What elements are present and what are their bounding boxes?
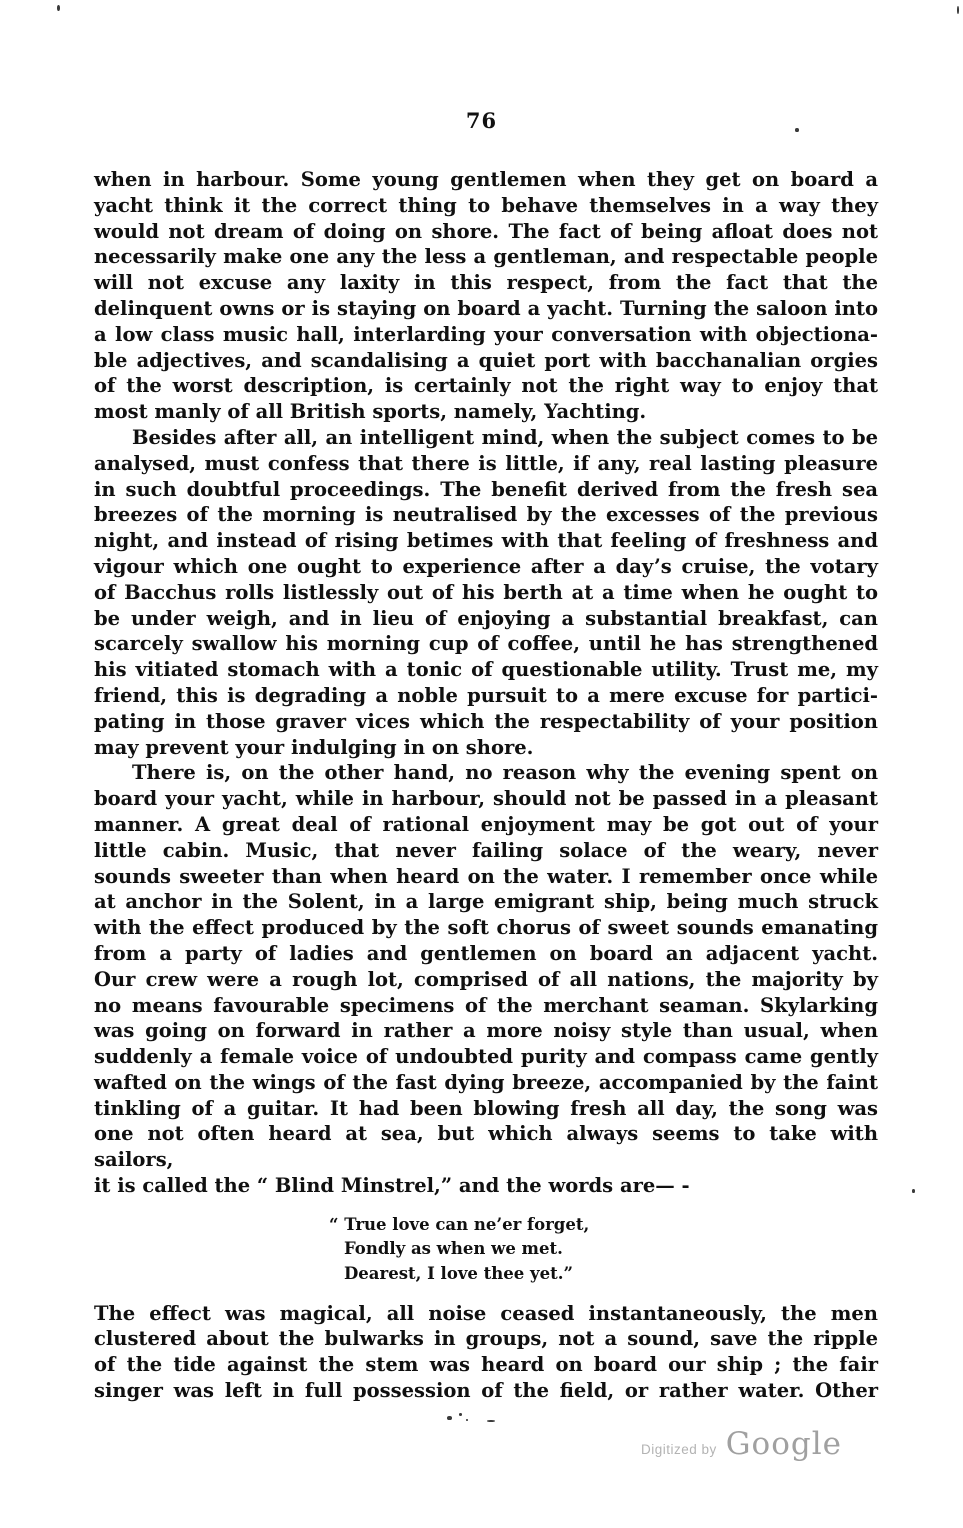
- text-line: vigour which one ought to experience after a day’s cruise, the votary: [94, 554, 878, 578]
- text-line: clustered about the bulwarks in groups, not a sound, save the ripple: [94, 1327, 878, 1351]
- text-line: when in harbour. Some young gentlemen when they get on board a: [94, 168, 878, 191]
- text-line: tinkling of a guitar. It had been blowing fresh all day, the song was: [94, 1096, 878, 1120]
- text-line: his vitiated stomach with a tonic of questionable utility. Trust me, my: [94, 658, 878, 682]
- text-line: “ True love can ne’er forget,: [329, 1214, 590, 1234]
- text-line: night, and instead of rising betimes with that feeling of freshness and: [94, 529, 878, 553]
- text-line: manner. A great deal of rational enjoyment may be got out of your: [94, 812, 878, 836]
- text-line: wafted on the wings of the fast dying breeze, accompanied by the faint: [94, 1070, 878, 1094]
- text-line: necessarily make one any the less a gentleman, and respectable people: [94, 245, 878, 269]
- text-line: at anchor in the Solent, in a large emigrant ship, being much struck: [94, 890, 878, 914]
- text-line: in such doubtful proceedings. The benefit derived from the fresh sea: [94, 477, 878, 501]
- text-line: friend, this is degrading a noble pursuit to a mere excuse for partici-: [94, 683, 878, 707]
- text-line: little cabin. Music, that never failing solace of the weary, never: [94, 838, 878, 862]
- paragraph: [94, 1301, 878, 1404]
- text-line: from a party of ladies and gentlemen on board an adjacent yacht.: [94, 941, 878, 965]
- text-line: There is, on the other hand, no reason why the evening spent on: [132, 761, 878, 785]
- digitized-by-label: Digitized by: [641, 1442, 717, 1457]
- page-number: 76: [465, 108, 498, 133]
- google-logo: Google: [725, 1426, 842, 1462]
- text-line: yacht think it the correct thing to behave themselves in a way they: [94, 193, 878, 217]
- paragraph: [94, 425, 878, 760]
- paragraph: [94, 167, 878, 425]
- text-line: singer was left in full possession of the field, or rather water. Other: [94, 1379, 878, 1403]
- ink-speck: [459, 1413, 462, 1416]
- text-line: would not dream of doing on shore. The fact of being afloat does not: [94, 219, 878, 243]
- ink-speck: [57, 5, 60, 11]
- text-line: Dearest, I love thee yet.”: [344, 1264, 573, 1284]
- digitization-watermark: [641, 1426, 842, 1462]
- ink-speck: [795, 128, 799, 132]
- ink-speck: [912, 1189, 915, 1193]
- song-verse: [329, 1213, 878, 1287]
- ink-speck: [466, 1419, 468, 1421]
- text-line: pating in those graver vices which the respectability of your position: [94, 709, 878, 733]
- text-line: of the tide against the stem was heard on board our ship ; the fair: [94, 1353, 878, 1377]
- ink-speck: [957, 6, 959, 14]
- text-line: Our crew were a rough lot, comprised of all nations, the majority by: [94, 967, 878, 991]
- text-line: a low class music hall, interlarding your conversation with objectiona-: [94, 322, 878, 346]
- ink-speck: [447, 1416, 452, 1420]
- text-line: with the effect produced by the soft chorus of sweet sounds emanating: [94, 916, 878, 940]
- text-line: suddenly a female voice of undoubted purity and compass came gently: [94, 1045, 878, 1069]
- text-line: ble adjectives, and scandalising a quiet port with bacchanalian orgies: [94, 348, 878, 372]
- text-line: Besides after all, an intelligent mind, when the subject comes to be: [132, 425, 878, 449]
- text-line: scarcely swallow his morning cup of coffee, until he has strengthened: [94, 632, 878, 656]
- ink-speck: [487, 1420, 495, 1422]
- text-line: board your yacht, while in harbour, should not be passed in a pleasant: [94, 787, 878, 811]
- text-line: of the worst description, is certainly not the right way to enjoy that: [94, 374, 878, 398]
- text-line: be under weigh, and in lieu of enjoying a substantial breakfast, can: [94, 606, 878, 630]
- text-line: analysed, must confess that there is little, if any, real lasting pleasure: [94, 451, 878, 475]
- page-body: [94, 167, 878, 1404]
- text-line: was going on forward in rather a more noisy style than usual, when: [94, 1019, 878, 1043]
- paragraph: [94, 760, 878, 1199]
- text-line: of Bacchus rolls listlessly out of his berth at a time when he ought to: [94, 580, 878, 604]
- text-line: it is called the “ Blind Minstrel,” and the words are— -: [94, 1174, 690, 1198]
- text-line: breezes of the morning is neutralised by the excesses of the previous: [94, 503, 878, 527]
- text-line: The effect was magical, all noise ceased instantaneously, the men: [94, 1301, 878, 1325]
- text-line: most manly of all British sports, namely, Yachting.: [94, 400, 647, 424]
- text-line: sounds sweeter than when heard on the water. I remember once while: [94, 864, 878, 888]
- text-line: Fondly as when we met.: [344, 1239, 563, 1259]
- text-line: one not often heard at sea, but which always seems to take with sailors,: [94, 1122, 878, 1172]
- text-line: delinquent owns or is staying on board a yacht. Turning the saloon into: [94, 296, 878, 320]
- text-line: may prevent your indulging in on shore.: [94, 735, 534, 759]
- text-line: will not excuse any laxity in this respect, from the fact that the: [94, 271, 878, 295]
- text-line: no means favourable specimens of the merchant seaman. Skylarking: [94, 993, 878, 1017]
